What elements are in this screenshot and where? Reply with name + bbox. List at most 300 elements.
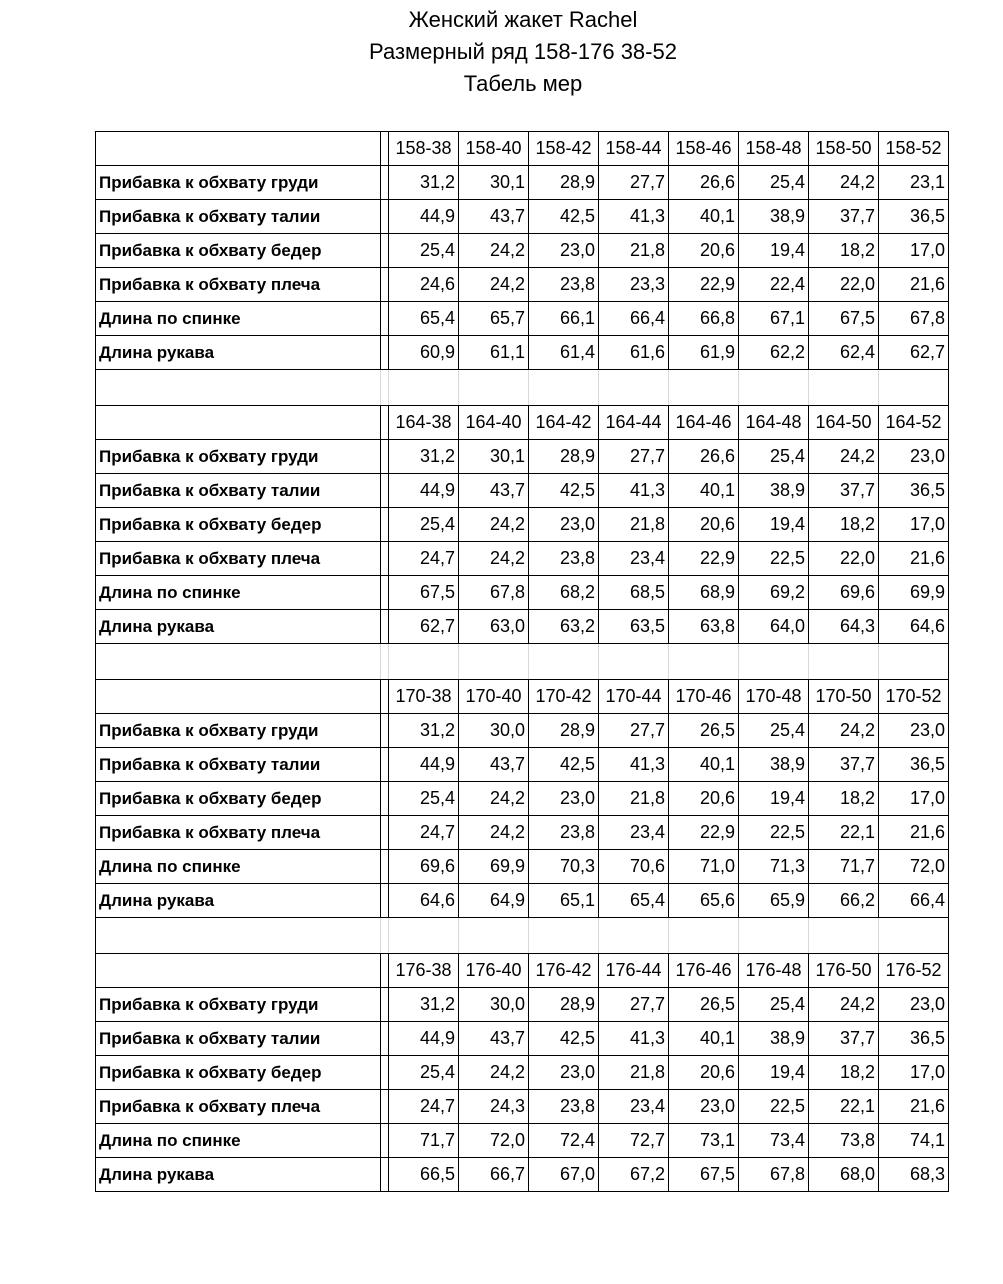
divider-cell [381, 1022, 389, 1056]
divider-cell [381, 474, 389, 508]
table-row [96, 234, 949, 268]
measurement-value: 67,5 [389, 576, 459, 610]
measurement-value: 31,2 [389, 714, 459, 748]
measurement-value: 25,4 [389, 782, 459, 816]
measurement-value: 66,4 [879, 884, 949, 918]
size-column-header: 176-48 [739, 954, 809, 988]
measurement-value: 60,9 [389, 336, 459, 370]
measurement-value: 67,8 [739, 1158, 809, 1192]
measurement-value: 30,1 [459, 166, 529, 200]
measurement-value: 44,9 [389, 200, 459, 234]
measurement-value: 44,9 [389, 748, 459, 782]
measurement-value: 17,0 [879, 782, 949, 816]
measurement-label: Длина по спинке [96, 302, 381, 336]
measurement-value: 41,3 [599, 1022, 669, 1056]
measurement-value: 41,3 [599, 748, 669, 782]
measurement-value: 24,7 [389, 542, 459, 576]
measurement-value: 26,6 [669, 166, 739, 200]
divider-cell [381, 166, 389, 200]
measurement-value: 40,1 [669, 1022, 739, 1056]
measurement-value: 18,2 [809, 234, 879, 268]
measurement-value: 25,4 [739, 714, 809, 748]
document-title: Женский жакет Rachel [408, 7, 638, 32]
spacer-cell [389, 918, 459, 954]
divider-cell [381, 782, 389, 816]
measurement-value: 66,1 [529, 302, 599, 336]
size-column-header: 164-40 [459, 406, 529, 440]
spacer-cell [879, 370, 949, 406]
measurement-value: 73,8 [809, 1124, 879, 1158]
size-column-header: 164-50 [809, 406, 879, 440]
size-column-header: 170-40 [459, 680, 529, 714]
measurement-value: 23,0 [879, 440, 949, 474]
measurement-value: 68,2 [529, 576, 599, 610]
measurement-value: 18,2 [809, 1056, 879, 1090]
divider-cell [381, 1056, 389, 1090]
divider-cell [381, 954, 389, 988]
measurement-value: 23,0 [879, 988, 949, 1022]
spacer-cell [879, 644, 949, 680]
measurement-value: 68,0 [809, 1158, 879, 1192]
measurement-value: 22,1 [809, 1090, 879, 1124]
measurement-value: 63,2 [529, 610, 599, 644]
table-row [96, 474, 949, 508]
divider-cell [381, 884, 389, 918]
measurement-value: 31,2 [389, 166, 459, 200]
spacer-cell [599, 918, 669, 954]
size-header-row [96, 406, 949, 440]
measurement-value: 65,6 [669, 884, 739, 918]
measurement-value: 20,6 [669, 508, 739, 542]
table-row [96, 576, 949, 610]
measurement-value: 21,8 [599, 234, 669, 268]
measurement-value: 63,0 [459, 610, 529, 644]
measurement-value: 27,7 [599, 988, 669, 1022]
measurement-label: Длина по спинке [96, 850, 381, 884]
measurement-value: 40,1 [669, 748, 739, 782]
measurement-value: 72,0 [459, 1124, 529, 1158]
measurement-value: 42,5 [529, 474, 599, 508]
measurement-value: 71,7 [809, 850, 879, 884]
size-column-header: 170-50 [809, 680, 879, 714]
measurement-value: 21,6 [879, 268, 949, 302]
measurement-value: 25,4 [739, 440, 809, 474]
measurement-value: 23,8 [529, 542, 599, 576]
measurement-value: 69,6 [389, 850, 459, 884]
divider-cell [381, 302, 389, 336]
measurement-label: Длина рукава [96, 610, 381, 644]
header-label-cell [96, 680, 381, 714]
size-column-header: 176-52 [879, 954, 949, 988]
measurement-label: Прибавка к обхвату груди [96, 988, 381, 1022]
measurement-value: 66,4 [599, 302, 669, 336]
measurement-value: 25,4 [389, 234, 459, 268]
measurement-value: 71,3 [739, 850, 809, 884]
measurement-value: 69,6 [809, 576, 879, 610]
size-column-header: 158-50 [809, 132, 879, 166]
measurement-value: 43,7 [459, 200, 529, 234]
measurement-value: 23,3 [599, 268, 669, 302]
measurement-label: Длина по спинке [96, 576, 381, 610]
size-column-header: 176-38 [389, 954, 459, 988]
spacer-cell [529, 370, 599, 406]
measurement-value: 23,0 [669, 1090, 739, 1124]
size-column-header: 170-48 [739, 680, 809, 714]
size-column-header: 158-48 [739, 132, 809, 166]
measurement-value: 67,8 [879, 302, 949, 336]
divider-cell [381, 680, 389, 714]
size-column-header: 170-44 [599, 680, 669, 714]
measurement-value: 22,9 [669, 816, 739, 850]
measurement-value: 66,7 [459, 1158, 529, 1192]
divider-cell [381, 748, 389, 782]
measurement-value: 23,0 [529, 782, 599, 816]
divider-cell [381, 816, 389, 850]
measurement-value: 73,4 [739, 1124, 809, 1158]
measurement-value: 38,9 [739, 474, 809, 508]
size-column-header: 164-38 [389, 406, 459, 440]
measurement-value: 41,3 [599, 200, 669, 234]
measurement-label: Прибавка к обхвату плеча [96, 268, 381, 302]
block-spacer-row [96, 370, 949, 406]
measurement-value: 24,2 [809, 166, 879, 200]
size-column-header: 176-40 [459, 954, 529, 988]
measurement-value: 65,7 [459, 302, 529, 336]
measurement-value: 71,0 [669, 850, 739, 884]
measurement-value: 21,8 [599, 508, 669, 542]
size-column-header: 176-50 [809, 954, 879, 988]
measurement-value: 23,4 [599, 816, 669, 850]
size-header-row [96, 680, 949, 714]
measurement-value: 63,8 [669, 610, 739, 644]
size-column-header: 170-42 [529, 680, 599, 714]
measurement-value: 23,0 [529, 234, 599, 268]
measurement-value: 68,9 [669, 576, 739, 610]
divider-cell [381, 610, 389, 644]
measurement-sheet [95, 131, 949, 1192]
measurement-value: 44,9 [389, 1022, 459, 1056]
divider-cell [381, 336, 389, 370]
measurement-table-caption: Табель мер [463, 71, 583, 96]
table-row [96, 268, 949, 302]
measurement-value: 21,8 [599, 782, 669, 816]
table-row [96, 200, 949, 234]
size-column-header: 158-40 [459, 132, 529, 166]
spacer-cell [739, 644, 809, 680]
measurement-value: 23,0 [879, 714, 949, 748]
table-row [96, 1090, 949, 1124]
measurement-value: 18,2 [809, 782, 879, 816]
spacer-cell [96, 370, 381, 406]
measurement-value: 26,5 [669, 714, 739, 748]
measurement-value: 36,5 [879, 200, 949, 234]
measurement-value: 74,1 [879, 1124, 949, 1158]
measurement-value: 73,1 [669, 1124, 739, 1158]
measurement-value: 23,8 [529, 268, 599, 302]
measurement-value: 72,4 [529, 1124, 599, 1158]
measurement-value: 24,2 [459, 508, 529, 542]
block-spacer-row [96, 918, 949, 954]
measurement-label: Длина рукава [96, 884, 381, 918]
measurement-value: 68,3 [879, 1158, 949, 1192]
size-column-header: 170-38 [389, 680, 459, 714]
divider-cell [381, 850, 389, 884]
spacer-cell [96, 644, 381, 680]
measurement-value: 71,7 [389, 1124, 459, 1158]
measurement-value: 19,4 [739, 1056, 809, 1090]
measurement-label: Прибавка к обхвату талии [96, 200, 381, 234]
table-row [96, 714, 949, 748]
spacer-cell [459, 644, 529, 680]
measurement-value: 17,0 [879, 508, 949, 542]
measurement-value: 22,4 [739, 268, 809, 302]
spacer-cell [96, 918, 381, 954]
measurement-label: Прибавка к обхвату талии [96, 1022, 381, 1056]
measurement-value: 24,2 [809, 988, 879, 1022]
measurement-value: 21,6 [879, 816, 949, 850]
table-row [96, 850, 949, 884]
table-row [96, 166, 949, 200]
table-row [96, 884, 949, 918]
measurement-value: 23,8 [529, 1090, 599, 1124]
measurement-value: 43,7 [459, 748, 529, 782]
size-column-header: 164-46 [669, 406, 739, 440]
measurement-value: 24,3 [459, 1090, 529, 1124]
measurement-value: 24,2 [459, 234, 529, 268]
size-column-header: 158-46 [669, 132, 739, 166]
measurement-value: 72,0 [879, 850, 949, 884]
spacer-cell [739, 370, 809, 406]
measurement-value: 65,1 [529, 884, 599, 918]
measurement-value: 40,1 [669, 474, 739, 508]
measurement-value: 23,8 [529, 816, 599, 850]
measurement-value: 37,7 [809, 474, 879, 508]
measurement-value: 42,5 [529, 1022, 599, 1056]
table-row [96, 1056, 949, 1090]
measurement-label: Прибавка к обхвату плеча [96, 816, 381, 850]
divider-cell [381, 542, 389, 576]
measurement-value: 24,2 [809, 714, 879, 748]
divider-cell [381, 1090, 389, 1124]
spacer-cell [669, 370, 739, 406]
measurement-value: 21,6 [879, 1090, 949, 1124]
measurement-value: 70,6 [599, 850, 669, 884]
measurement-value: 19,4 [739, 508, 809, 542]
measurement-value: 66,2 [809, 884, 879, 918]
spacer-cell [599, 370, 669, 406]
measurement-value: 67,1 [739, 302, 809, 336]
divider-cell [381, 988, 389, 1022]
measurement-value: 23,0 [529, 508, 599, 542]
measurement-value: 27,7 [599, 440, 669, 474]
measurement-value: 28,9 [529, 714, 599, 748]
measurement-value: 72,7 [599, 1124, 669, 1158]
measurement-value: 44,9 [389, 474, 459, 508]
measurement-value: 17,0 [879, 1056, 949, 1090]
size-column-header: 164-44 [599, 406, 669, 440]
measurement-value: 36,5 [879, 1022, 949, 1056]
measurement-value: 28,9 [529, 988, 599, 1022]
measurement-value: 38,9 [739, 748, 809, 782]
size-column-header: 170-52 [879, 680, 949, 714]
measurement-label: Прибавка к обхвату бедер [96, 234, 381, 268]
size-column-header: 158-52 [879, 132, 949, 166]
size-column-header: 164-52 [879, 406, 949, 440]
measurement-value: 67,8 [459, 576, 529, 610]
measurement-value: 69,9 [459, 850, 529, 884]
divider-cell [381, 1158, 389, 1192]
measurement-value: 24,7 [389, 816, 459, 850]
header-label-cell [96, 954, 381, 988]
divider-cell [381, 268, 389, 302]
measurement-value: 24,2 [459, 1056, 529, 1090]
measurement-value: 63,5 [599, 610, 669, 644]
measurement-value: 25,4 [389, 508, 459, 542]
block-spacer-row [96, 644, 949, 680]
measurement-value: 25,4 [739, 988, 809, 1022]
measurement-value: 21,8 [599, 1056, 669, 1090]
measurement-value: 24,7 [389, 1090, 459, 1124]
measurement-value: 65,4 [599, 884, 669, 918]
spacer-cell [389, 370, 459, 406]
measurement-value: 67,5 [669, 1158, 739, 1192]
measurement-value: 23,0 [529, 1056, 599, 1090]
measurement-value: 40,1 [669, 200, 739, 234]
measurement-label: Прибавка к обхвату груди [96, 714, 381, 748]
measurement-value: 61,4 [529, 336, 599, 370]
measurement-value: 64,9 [459, 884, 529, 918]
measurement-value: 36,5 [879, 474, 949, 508]
measurement-value: 25,4 [739, 166, 809, 200]
measurement-value: 28,9 [529, 166, 599, 200]
measurement-value: 61,6 [599, 336, 669, 370]
measurement-value: 61,1 [459, 336, 529, 370]
measurement-value: 37,7 [809, 748, 879, 782]
measurement-value: 64,6 [879, 610, 949, 644]
spacer-cell [809, 370, 879, 406]
divider-cell [381, 714, 389, 748]
measurement-value: 20,6 [669, 782, 739, 816]
spacer-cell [381, 918, 389, 954]
measurement-label: Прибавка к обхвату плеча [96, 542, 381, 576]
measurement-value: 20,6 [669, 1056, 739, 1090]
table-row [96, 748, 949, 782]
measurement-value: 64,3 [809, 610, 879, 644]
measurement-value: 27,7 [599, 714, 669, 748]
divider-cell [381, 1124, 389, 1158]
measurement-value: 24,2 [459, 542, 529, 576]
spacer-cell [669, 918, 739, 954]
measurement-value: 23,4 [599, 542, 669, 576]
size-column-header: 158-38 [389, 132, 459, 166]
measurement-label: Длина рукава [96, 1158, 381, 1192]
size-range-subtitle: Размерный ряд 158-176 38-52 [369, 39, 677, 64]
measurement-value: 69,2 [739, 576, 809, 610]
divider-cell [381, 406, 389, 440]
spacer-cell [381, 644, 389, 680]
measurement-value: 41,3 [599, 474, 669, 508]
measurement-value: 22,5 [739, 542, 809, 576]
spacer-cell [459, 370, 529, 406]
measurement-label: Прибавка к обхвату талии [96, 474, 381, 508]
size-column-header: 170-46 [669, 680, 739, 714]
measurement-value: 31,2 [389, 988, 459, 1022]
table-row [96, 1022, 949, 1056]
spacer-cell [669, 644, 739, 680]
measurement-label: Прибавка к обхвату плеча [96, 1090, 381, 1124]
divider-cell [381, 576, 389, 610]
measurement-value: 68,5 [599, 576, 669, 610]
measurement-value: 65,4 [389, 302, 459, 336]
spacer-cell [529, 918, 599, 954]
measurement-value: 66,8 [669, 302, 739, 336]
size-header-row [96, 954, 949, 988]
measurement-value: 28,9 [529, 440, 599, 474]
measurement-value: 62,7 [879, 336, 949, 370]
measurement-value: 67,0 [529, 1158, 599, 1192]
measurement-value: 24,2 [459, 816, 529, 850]
measurement-value: 22,9 [669, 542, 739, 576]
size-header-row [96, 132, 949, 166]
size-column-header: 176-46 [669, 954, 739, 988]
measurement-value: 22,0 [809, 268, 879, 302]
table-row [96, 440, 949, 474]
measurement-value: 22,0 [809, 542, 879, 576]
header-label-cell [96, 406, 381, 440]
measurement-value: 67,2 [599, 1158, 669, 1192]
measurement-value: 38,9 [739, 200, 809, 234]
measurement-value: 31,2 [389, 440, 459, 474]
measurement-value: 20,6 [669, 234, 739, 268]
measurement-value: 25,4 [389, 1056, 459, 1090]
spacer-cell [809, 918, 879, 954]
size-column-header: 164-48 [739, 406, 809, 440]
measurement-value: 37,7 [809, 1022, 879, 1056]
measurement-value: 22,1 [809, 816, 879, 850]
measurement-value: 37,7 [809, 200, 879, 234]
measurement-label: Прибавка к обхвату бедер [96, 1056, 381, 1090]
measurement-value: 17,0 [879, 234, 949, 268]
table-row [96, 302, 949, 336]
table-row [96, 1124, 949, 1158]
table-row [96, 610, 949, 644]
measurement-label: Длина рукава [96, 336, 381, 370]
measurement-value: 43,7 [459, 474, 529, 508]
table-row [96, 816, 949, 850]
measurement-value: 42,5 [529, 200, 599, 234]
measurement-value: 38,9 [739, 1022, 809, 1056]
spacer-cell [739, 918, 809, 954]
measurement-value: 67,5 [809, 302, 879, 336]
measurement-value: 18,2 [809, 508, 879, 542]
measurement-label: Прибавка к обхвату талии [96, 748, 381, 782]
measurement-value: 22,5 [739, 816, 809, 850]
measurement-label: Прибавка к обхвату бедер [96, 782, 381, 816]
measurement-value: 21,6 [879, 542, 949, 576]
measurement-value: 43,7 [459, 1022, 529, 1056]
size-column-header: 158-44 [599, 132, 669, 166]
table-row [96, 782, 949, 816]
measurement-value: 24,2 [459, 268, 529, 302]
measurement-label: Длина по спинке [96, 1124, 381, 1158]
divider-cell [381, 508, 389, 542]
measurement-value: 62,4 [809, 336, 879, 370]
measurement-value: 26,6 [669, 440, 739, 474]
measurement-value: 24,6 [389, 268, 459, 302]
measurement-value: 27,7 [599, 166, 669, 200]
spacer-cell [459, 918, 529, 954]
measurement-value: 22,5 [739, 1090, 809, 1124]
